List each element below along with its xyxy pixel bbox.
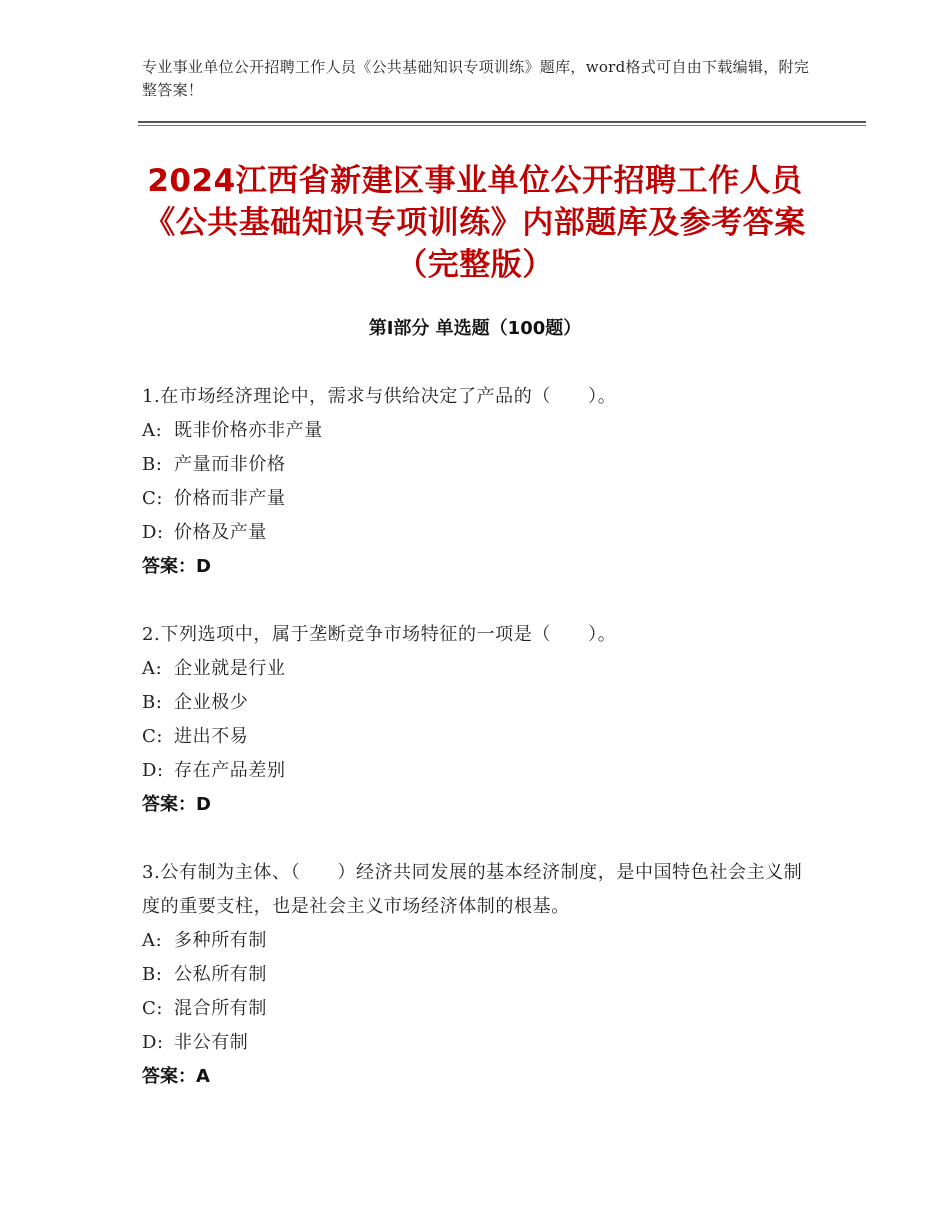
option-text: 产量而非价格 xyxy=(174,454,286,475)
header-rule-thin xyxy=(138,125,866,126)
section-title: 第I部分 单选题（100题） xyxy=(368,318,582,339)
answer: 答案：D xyxy=(142,556,211,577)
option-text: 既非价格亦非产量 xyxy=(174,420,323,441)
option-letter: B: xyxy=(142,964,163,985)
option-text: 价格及产量 xyxy=(174,522,267,543)
header-note: 专业事业单位公开招聘工作人员《公共基础知识专项训练》题库，word格式可自由下载编辑，附完整答案！ xyxy=(142,58,810,99)
question-list xyxy=(142,380,812,1128)
option-letter: D: xyxy=(142,522,164,543)
option-letter: D: xyxy=(142,1032,164,1053)
option-letter: C: xyxy=(142,998,164,1019)
option-d xyxy=(142,754,812,788)
option-text: 价格而非产量 xyxy=(174,488,286,509)
option-a xyxy=(142,652,812,686)
header-rule-thick xyxy=(138,121,866,123)
option-a xyxy=(142,924,812,958)
option-text: 企业就是行业 xyxy=(174,658,286,679)
option-b xyxy=(142,958,812,992)
answer: 答案：D xyxy=(142,794,211,815)
option-text: 公私所有制 xyxy=(174,964,267,985)
document-title: 2024江西省新建区事业单位公开招聘工作人员《公共基础知识专项训练》内部题库及参考答案（完整版） xyxy=(144,163,806,283)
option-letter: C: xyxy=(142,488,164,509)
option-text: 多种所有制 xyxy=(174,930,267,951)
option-b xyxy=(142,686,812,720)
option-text: 混合所有制 xyxy=(174,998,267,1019)
option-text: 企业极少 xyxy=(174,692,249,713)
question-stem: 3.公有制为主体、（ ）经济共同发展的基本经济制度，是中国特色社会主义制度的重要支柱，也是社会主义市场经济体制的根基。 xyxy=(142,862,803,917)
option-text: 存在产品差别 xyxy=(174,760,286,781)
question-stem: 2.下列选项中，属于垄断竞争市场特征的一项是（ ）。 xyxy=(142,624,617,645)
question-1 xyxy=(142,380,812,584)
option-c xyxy=(142,992,812,1026)
option-text: 非公有制 xyxy=(174,1032,249,1053)
option-a xyxy=(142,414,812,448)
option-letter: D: xyxy=(142,760,164,781)
answer: 答案：A xyxy=(142,1066,210,1087)
option-c xyxy=(142,482,812,516)
option-letter: A: xyxy=(142,420,163,441)
option-letter: C: xyxy=(142,726,164,747)
question-stem: 1.在市场经济理论中，需求与供给决定了产品的（ ）。 xyxy=(142,386,617,407)
option-letter: B: xyxy=(142,454,163,475)
option-b xyxy=(142,448,812,482)
option-c xyxy=(142,720,812,754)
option-letter: B: xyxy=(142,692,163,713)
option-letter: A: xyxy=(142,658,163,679)
option-letter: A: xyxy=(142,930,163,951)
option-text: 进出不易 xyxy=(174,726,249,747)
option-d xyxy=(142,1026,812,1060)
question-3 xyxy=(142,856,812,1094)
question-2 xyxy=(142,618,812,822)
option-d xyxy=(142,516,812,550)
